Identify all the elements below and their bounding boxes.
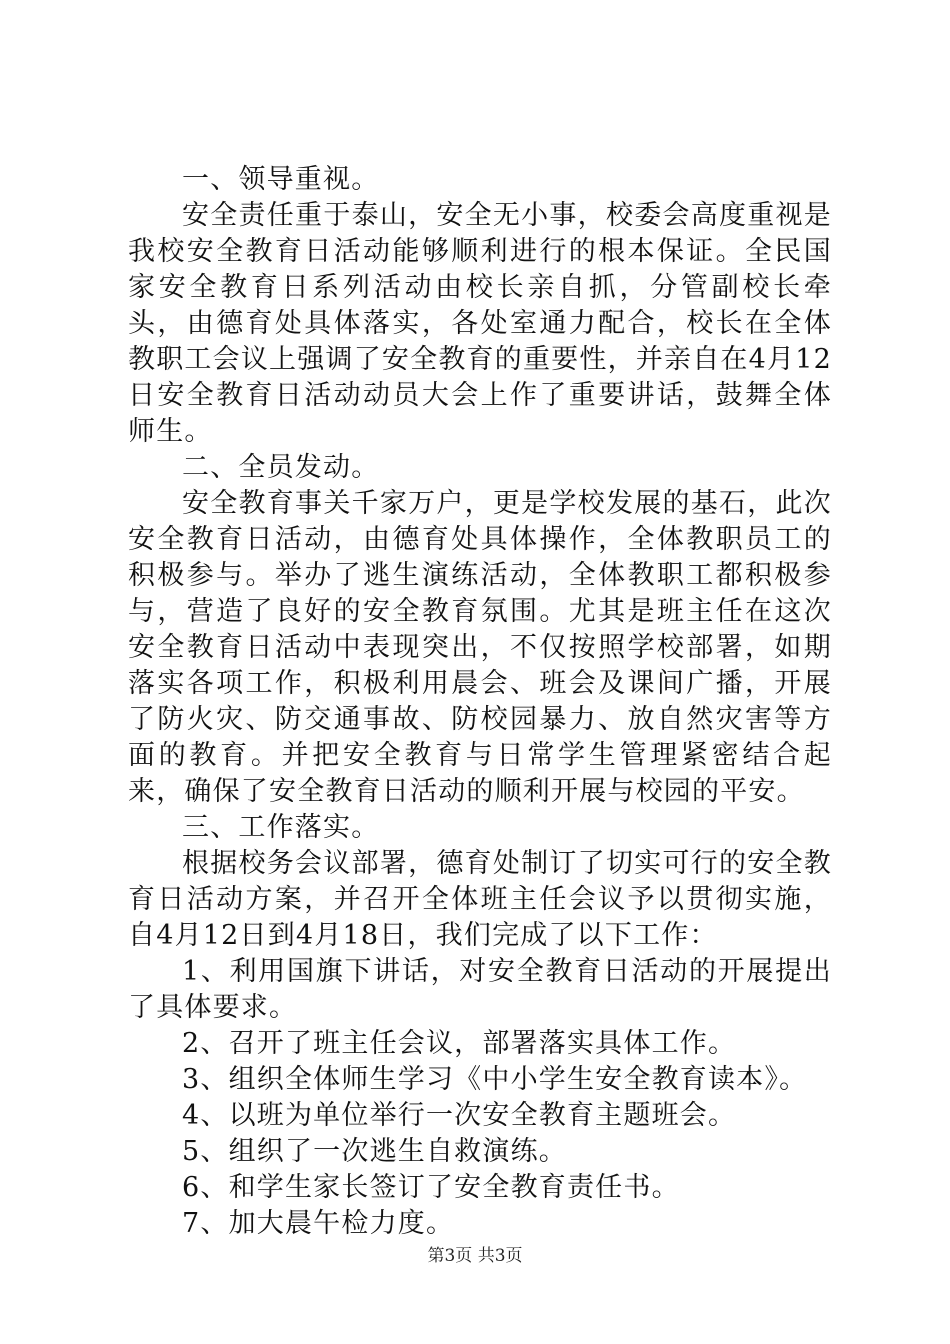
list-item: 5、组织了一次逃生自救演练。 xyxy=(182,1136,567,1167)
paragraph-mobilization: 安全教育事关千家万户，更是学校发展的基石，此次安全教育日活动，由德育处具体操作，全体教职员工的积极参与。举办了逃生演练活动，全体教职工都积极参与，营造了良好的安全教育氛围。尤其是班主任在这次安全教育日活动中表现突出，不仅按照学校部署，如期落实各项工作，积极利用晨会、班会及课间广播，开展了防火灾、防交通事故、防校园暴力、放自然灾害等方面的教育。并把安全教育与日常学生管理紧密结合起来，确保了安全教育日活动的顺利开展与校园的平安。 xyxy=(128,488,832,807)
section-heading-implementation: 三、工作落实。 xyxy=(182,812,380,843)
list-item: 6、和学生家长签订了安全教育责任书。 xyxy=(182,1172,680,1203)
paragraph-implementation: 根据校务会议部署，德育处制订了切实可行的安全教育日活动方案，并召开全体班主任会议予以贯彻实施，自4月12日到4月18日，我们完成了以下工作： xyxy=(128,848,832,951)
list-item: 4、以班为单位举行一次安全教育主题班会。 xyxy=(182,1100,737,1131)
list-item: 3、组织全体师生学习《中小学生安全教育读本》。 xyxy=(182,1064,808,1095)
page-number-footer: 第3页 共3页 xyxy=(427,1246,523,1266)
list-item: 2、召开了班主任会议，部署落实具体工作。 xyxy=(182,1028,737,1059)
section-heading-leadership: 一、领导重视。 xyxy=(182,164,380,195)
document-body xyxy=(128,162,832,1242)
section-heading-mobilization: 二、全员发动。 xyxy=(182,452,380,483)
paragraph-leadership: 安全责任重于泰山，安全无小事，校委会高度重视是我校安全教育日活动能够顺利进行的根本保证。全民国家安全教育日系列活动由校长亲自抓，分管副校长牵头，由德育处具体落实，各处室通力配合，校长在全体教职工会议上强调了安全教育的重要性，并亲自在4月12日安全教育日活动动员大会上作了重要讲话，鼓舞全体师生。 xyxy=(128,200,832,447)
list-item: 7、加大晨午检力度。 xyxy=(182,1208,455,1239)
list-item: 1、利用国旗下讲话，对安全教育日活动的开展提出了具体要求。 xyxy=(128,956,832,1023)
